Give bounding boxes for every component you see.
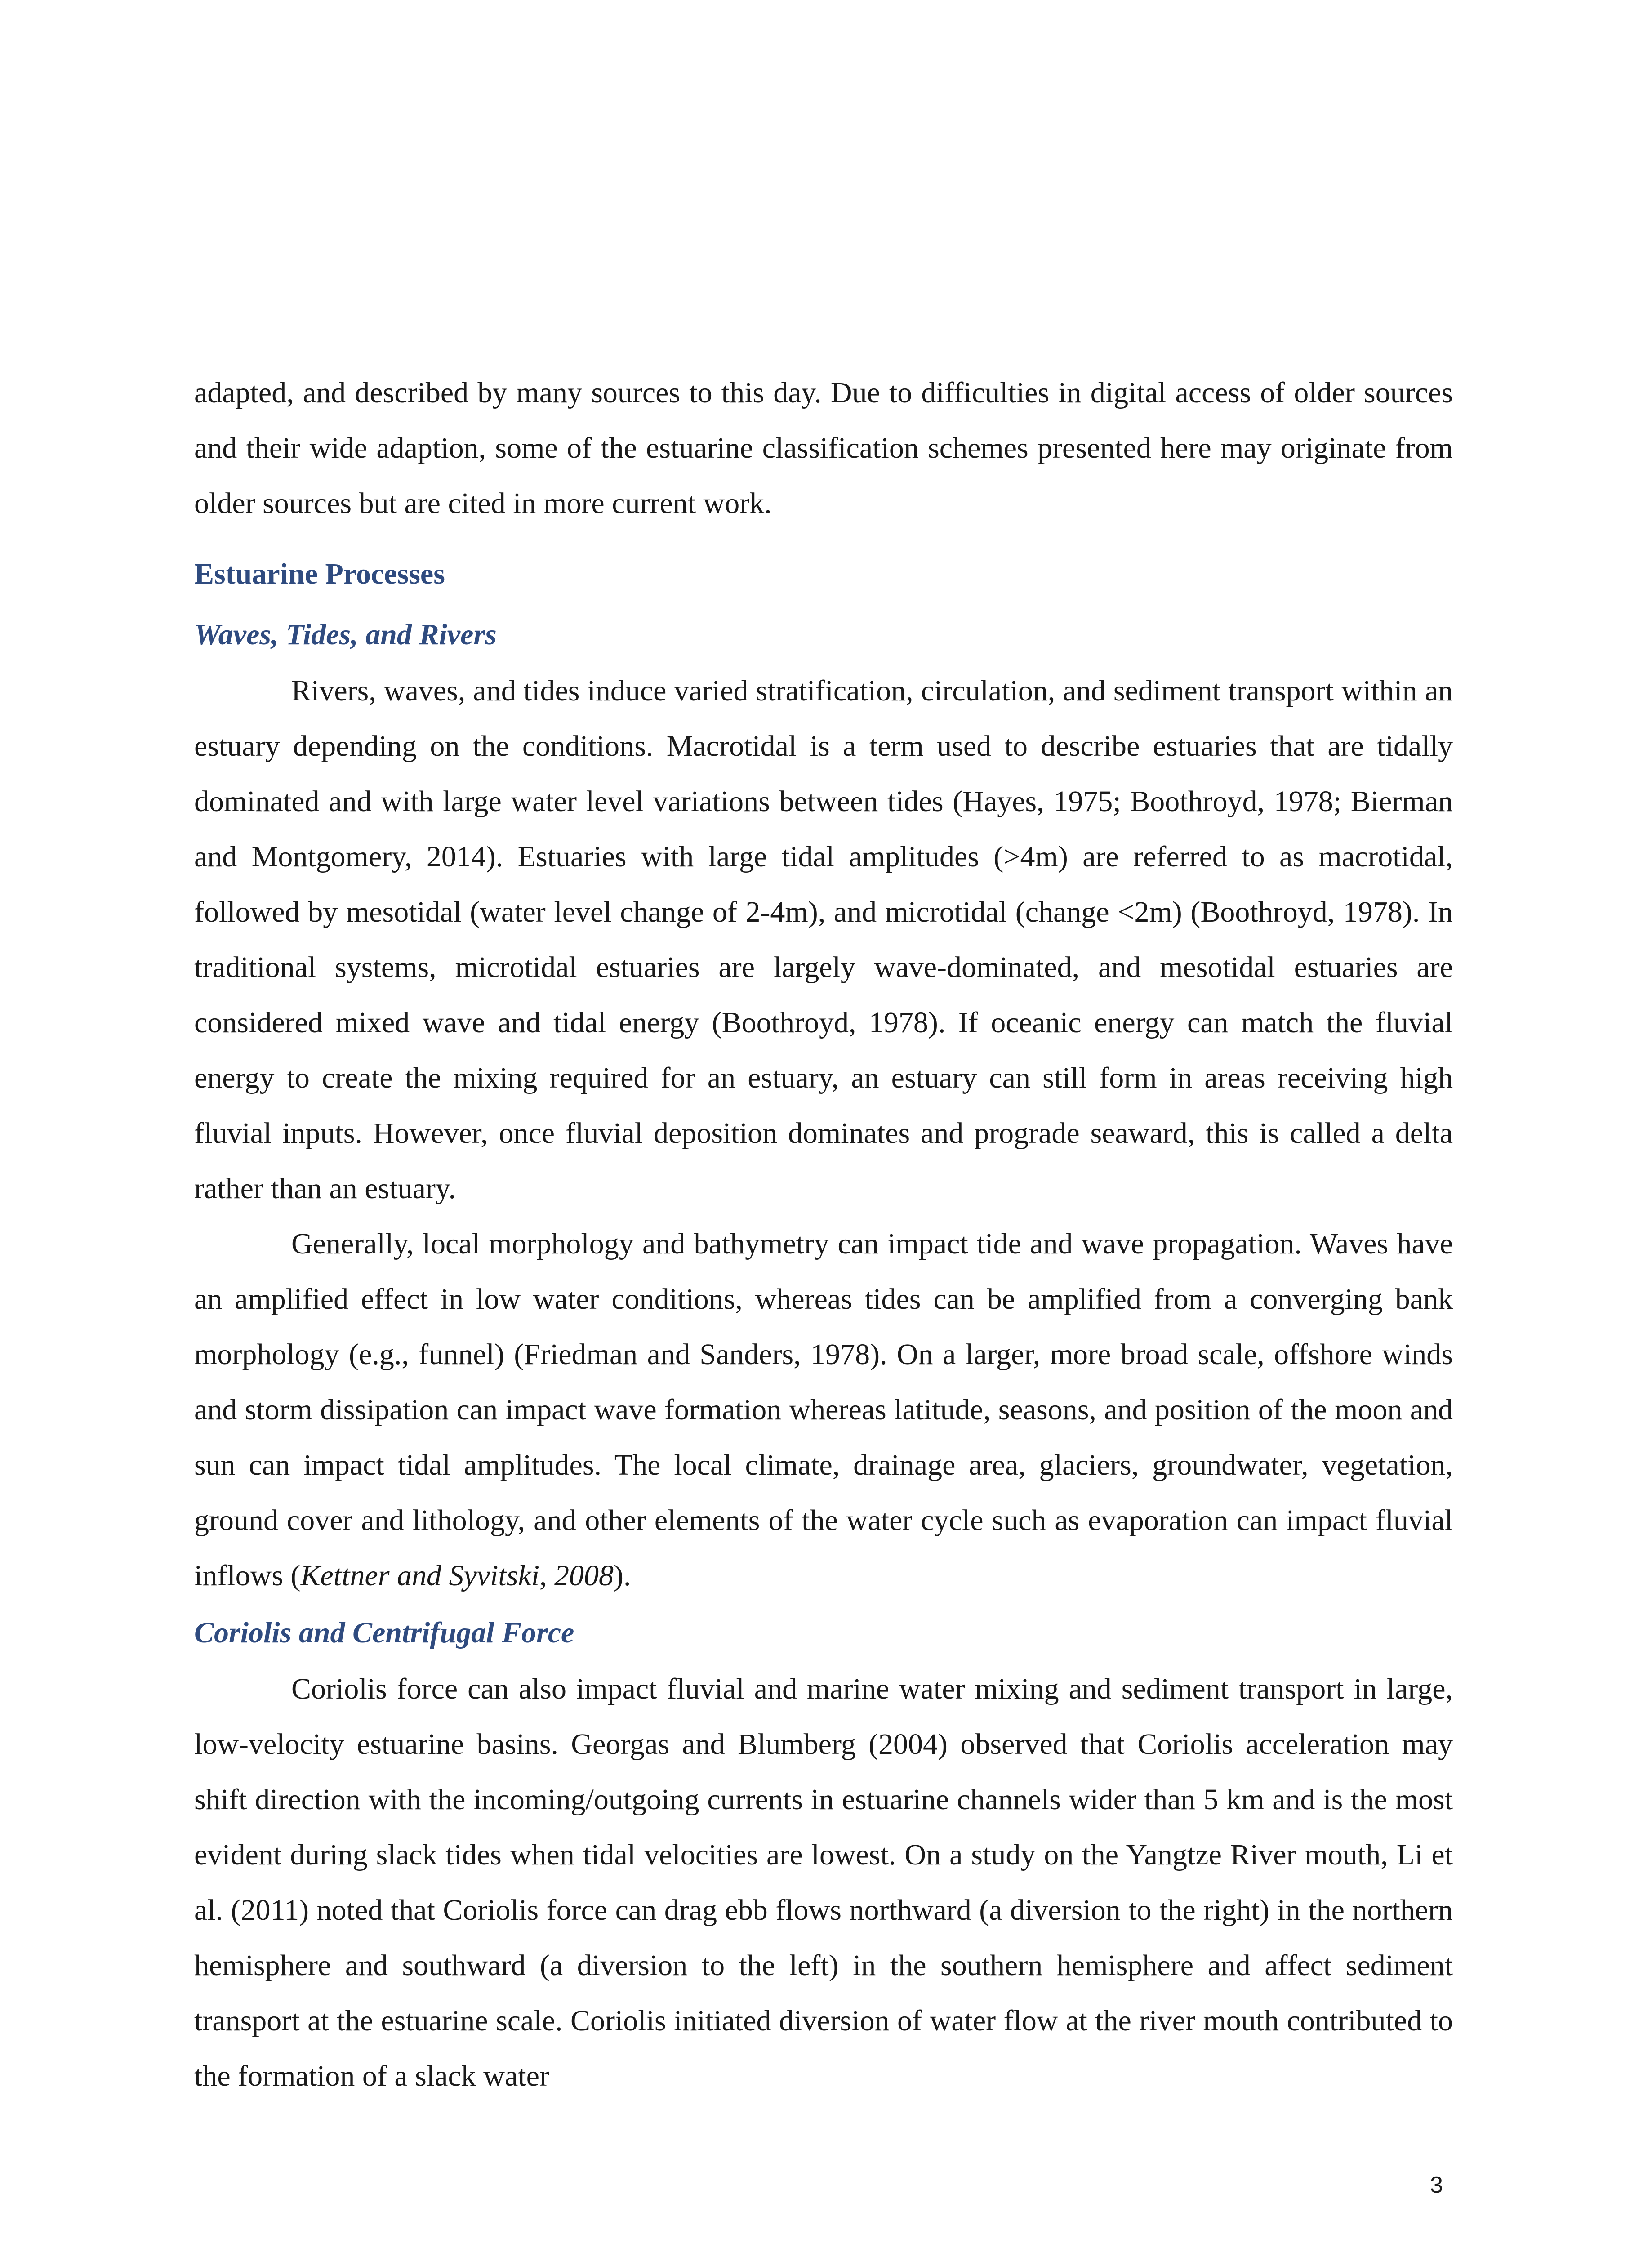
subsection-heading-waves-tides-rivers: Waves, Tides, and Rivers: [194, 618, 497, 651]
page-number: 3: [1430, 2172, 1443, 2198]
citation-year: 2008: [554, 1559, 614, 1592]
page-content: [194, 365, 1453, 2104]
paragraph-coriolis-force: Coriolis force can also impact fluvial and marine water mixing and sediment transport in large, low-velocity estuarine basins. Georgas and Blumberg (2004) observed that Coriolis acceleration may shift direction with the incoming/outgoing currents in estuarine channels wider than 5 km and is the most evident during slack tides when tidal velocities are lowest. On a study on the Yangtze River mouth, Li et al. (2011) noted that Coriolis force can drag ebb flows northward (a diversion to the right) in the northern hemisphere and southward (a diversion to the left) in the southern hemisphere and affect sediment transport at the estuarine scale. Coriolis initiated diversion of water flow at the river mouth contributed to the formation of a slack water: [194, 1673, 1453, 2092]
section-heading-estuarine-processes: Estuarine Processes: [194, 558, 445, 590]
citation-separator: ,: [539, 1559, 555, 1592]
intro-paragraph: adapted, and described by many sources to this day. Due to difficulties in digital access of older sources and their wide adaption, some of the estuarine classification schemes presented here may originate from older sources but are cited in more current work.: [194, 376, 1453, 520]
paragraph-morphology-text: Generally, local morphology and bathymetry can impact tide and wave propagation. Waves have an amplified effect in low water conditions, whereas tides can be amplified from a converging bank morphology (e.g., funnel) (Friedman and Sanders, 1978). On a larger, more broad scale, offshore winds and storm dissipation can impact wave formation whereas latitude, seasons, and position of the moon and sun can impact tidal amplitudes. The local climate, drainage area, glaciers, groundwater, vegetation, ground cover and lithology, and other elements of the water cycle such as evaporation can impact fluvial inflows (: [194, 1227, 1453, 1592]
paragraph-tidal-ranges: Rivers, waves, and tides induce varied stratification, circulation, and sediment transport within an estuary depending on the conditions. Macrotidal is a term used to describe estuaries that are tidally dominated and with large water level variations between tides (Hayes, 1975; Boothroyd, 1978; Bierman and Montgomery, 2014). Estuaries with large tidal amplitudes (>4m) are referred to as macrotidal, followed by mesotidal (water level change of 2-4m), and microtidal (change <2m) (Boothroyd, 1978). In traditional systems, microtidal estuaries are largely wave-dominated, and mesotidal estuaries are considered mixed wave and tidal energy (Boothroyd, 1978). If oceanic energy can match the fluvial energy to create the mixing required for an estuary, an estuary can still form in areas receiving high fluvial inputs. However, once fluvial deposition dominates and prograde seaward, this is called a delta rather than an estuary.: [194, 674, 1453, 1205]
citation-authors: Kettner and Syvitski: [300, 1559, 540, 1592]
paragraph-morphology-bathymetry: [194, 1216, 1453, 1603]
paragraph-morphology-end: ).: [614, 1559, 631, 1592]
subsection-heading-coriolis-centrifugal: Coriolis and Centrifugal Force: [194, 1616, 574, 1649]
